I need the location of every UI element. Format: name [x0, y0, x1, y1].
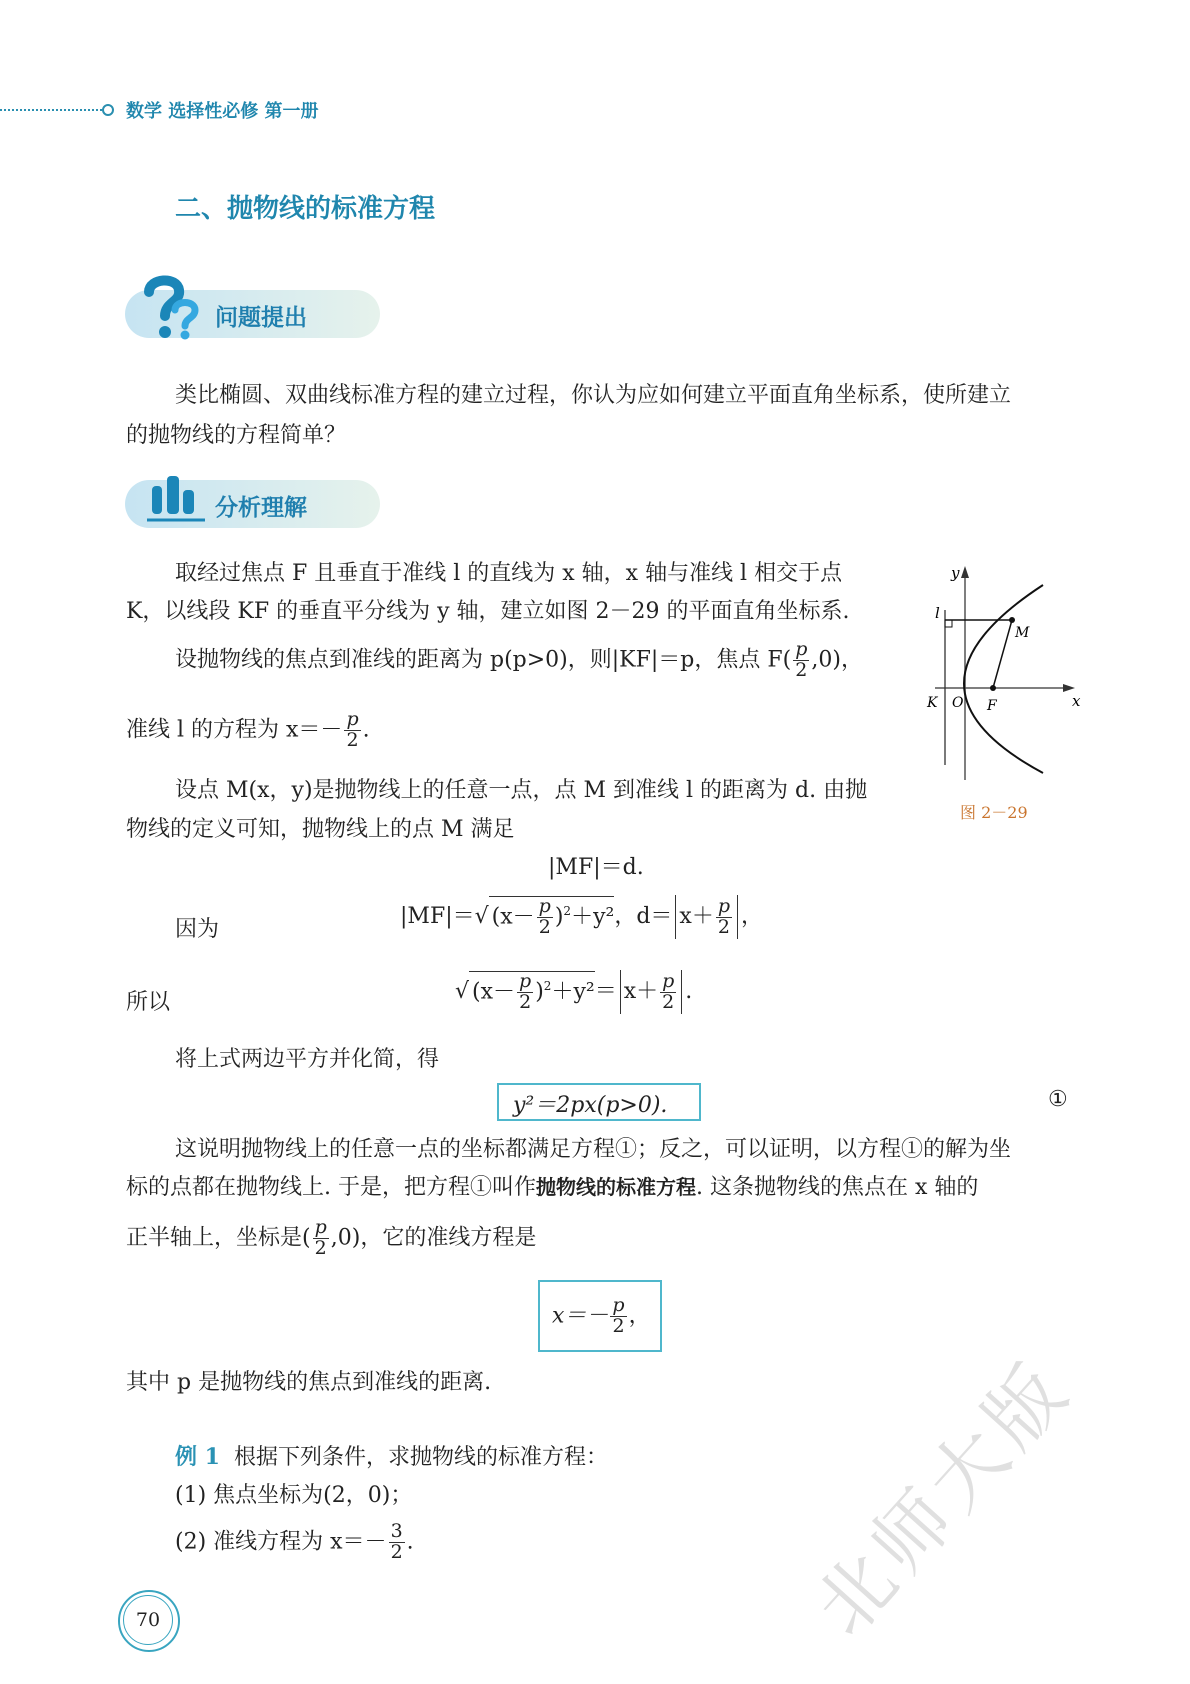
- page-number: 70: [123, 1595, 173, 1645]
- k-label: K: [927, 695, 938, 711]
- para-3: 准线 l 的方程为 x＝－ $\frac{p}{2}$ .: [126, 708, 370, 751]
- y-label: y: [951, 564, 960, 582]
- equation-mf-d: |MF|＝d.: [548, 855, 644, 880]
- therefore-label: 所以: [126, 990, 171, 1015]
- para-1-line-1: 取经过焦点 F 且垂直于准线 l 的直线为 x 轴，x 轴与准线 l 相交于点: [175, 561, 843, 586]
- y-axis-arrow: [961, 566, 969, 578]
- o-label: O: [952, 695, 964, 711]
- parabola-figure: [925, 560, 1085, 800]
- example-item-2: (2) 准线方程为 x＝－ $\frac{3}{2}$ .: [175, 1520, 414, 1563]
- book-title: 数学 选择性必修 第一册: [126, 101, 319, 122]
- segment-mf: [993, 620, 1012, 688]
- question-badge-label: 问题提出: [215, 305, 307, 331]
- bar-chart-icon: [147, 472, 207, 522]
- section-title: 二、抛物线的标准方程: [175, 194, 436, 224]
- point-f: [990, 685, 996, 691]
- para-5-line-2: 标的点都在抛物线上. 于是，把方程①叫作抛物线的标准方程. 这条抛物线的焦点在 x 轴的: [126, 1175, 979, 1200]
- directrix-equation: x＝－ $\frac{p}{2}$ ，: [552, 1294, 651, 1337]
- equation-therefore: √ (x－ $\frac{p}{2}$ )$^2$＋y²＝ x＋ $\frac{p}{2}$ .: [455, 969, 693, 1013]
- right-angle-mark: [945, 620, 952, 627]
- l-label: l: [935, 604, 940, 622]
- page-number-badge: [118, 1590, 180, 1652]
- point-m: [1009, 617, 1015, 623]
- question-line-1: 类比椭圆、双曲线标准方程的建立过程，你认为应如何建立平面直角坐标系，使所建立: [175, 383, 1012, 408]
- header-dot: [102, 104, 114, 116]
- equation-number: ①: [1048, 1087, 1068, 1112]
- analysis-badge-label: 分析理解: [215, 495, 307, 521]
- para-1-line-2: K，以线段 KF 的垂直平分线为 y 轴，建立如图 2－29 的平面直角坐标系.: [126, 599, 850, 624]
- question-line-2: 的抛物线的方程简单？: [126, 423, 347, 448]
- watermark-text: 北师大版: [797, 1342, 1089, 1653]
- para-4-line-2: 物线的定义可知，抛物线上的点 M 满足: [126, 817, 515, 842]
- x-axis-arrow: [1063, 684, 1075, 692]
- standard-equation: y²＝2px(p>0).: [513, 1093, 668, 1118]
- figure-caption: 图 2－29: [960, 803, 1028, 822]
- equation-because: |MF|＝√ (x－ $\frac{p}{2}$ )$^2$＋y²，d＝ x＋ $\frac{p}{2}$ ，: [400, 894, 764, 938]
- standard-equation-box: [497, 1083, 701, 1121]
- question-mark-icon: [141, 274, 205, 340]
- example-label: 例 1: [175, 1444, 220, 1470]
- f-label: F: [987, 698, 997, 714]
- analysis-badge: [125, 480, 380, 528]
- directrix-equation-box: [538, 1280, 662, 1352]
- question-badge: [125, 290, 380, 338]
- x-label: x: [1072, 692, 1081, 710]
- para-4-line-1: 设点 M(x，y)是抛物线上的任意一点，点 M 到准线 l 的距离为 d. 由抛: [175, 778, 868, 803]
- because-label: 因为: [175, 917, 220, 942]
- watermark: [790, 1340, 1190, 1670]
- para-5-line-1: 这说明抛物线上的任意一点的坐标都满足方程①；反之，可以证明，以方程①的解为坐: [175, 1137, 1012, 1162]
- para-2: 设抛物线的焦点到准线的距离为 p(p>0)，则|KF|＝p，焦点 F( $\frac{p}{2}$ ,0)，: [175, 638, 863, 681]
- para-5-line-3: 正半轴上，坐标是( $\frac{p}{2}$ ,0)，它的准线方程是: [126, 1216, 537, 1259]
- para-6: 其中 p 是抛物线的焦点到准线的距离.: [126, 1370, 492, 1395]
- header-dotted-line: [0, 109, 102, 111]
- parabola-curve: [964, 585, 1043, 773]
- simplify-text: 将上式两边平方并化简，得: [175, 1047, 440, 1072]
- m-label: M: [1015, 625, 1030, 641]
- example-item-1: (1) 焦点坐标为(2，0)；: [175, 1483, 413, 1508]
- example-1: 例 1 根据下列条件，求抛物线的标准方程：: [175, 1444, 608, 1470]
